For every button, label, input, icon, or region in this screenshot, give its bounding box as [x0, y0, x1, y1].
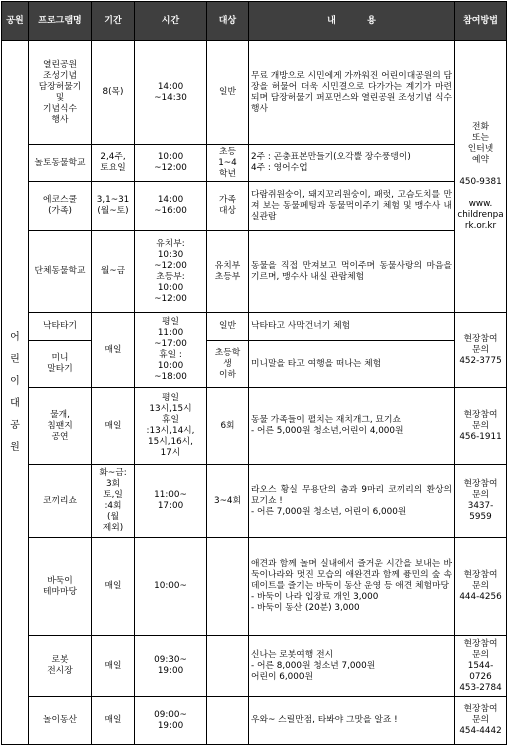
program-table [1, 1, 507, 745]
program-name: 물개, 침팬지 공연 [29, 388, 92, 465]
period-cell: 매일 [92, 697, 135, 745]
time-cell: 10:00~ [135, 538, 207, 636]
table-row [2, 313, 507, 341]
program-name: 바둑이 테마마당 [29, 538, 92, 636]
program-name: 단체동물학교 [29, 231, 92, 313]
time-cell: 14:00 ~16:00 [135, 182, 207, 231]
target-cell: 일반 [207, 313, 249, 341]
period-cell: 2,4주, 토요일 [92, 145, 135, 182]
content-cell: 낙타타고 사막건너기 체험 [249, 313, 455, 341]
period-cell: 월~금 [92, 231, 135, 313]
target-cell: 초등 1~4 학년 [207, 145, 249, 182]
time-cell: 14:00 ~14:30 [135, 41, 207, 145]
program-name: 코끼리쇼 [29, 465, 92, 538]
content-cell: 애견과 함께 놀며 실내에서 즐거운 시간을 보내는 바둑이나라와 멋진 모습의 애완견과 함께 퓽민의 숲 속 데이트를 즐기는 바둑이 동산 운영 등 애견 체험마당 - 바둑이 나라 입장료 개인 3,000 - 바둑이 동산 (20분) 3,000 [249, 538, 455, 636]
header-content: 내 용 [249, 2, 455, 41]
target-cell: 일반 [207, 41, 249, 145]
table-row [2, 465, 507, 538]
content-cell: 2주 : 곤충표본만들기(오각뿔 장수풍뎅이) 4주 : 영어수업 [249, 145, 455, 182]
join-method-cell: 현장참여 문의 444-4256 [455, 538, 507, 636]
time-cell: 유치부: 10:30 ~12:00 초등부: 10:00 ~12:00 [135, 231, 207, 313]
content-cell: 우와~ 스릴만점, 타봐야 그맛을 알죠 ! [249, 697, 455, 745]
time-weekday: 평일 11:00 ~17:00 [154, 317, 187, 349]
program-name: 로봇 전시장 [29, 636, 92, 697]
target-cell: 3~4회 [207, 465, 249, 538]
table-row [2, 341, 507, 388]
content-cell: 다람쥐원숭이, 돼지꼬리원숭이, 패럿, 고슴도치를 만져 보는 동물페팅과 동물먹이주기 체험 및 맹수사 내실관람 [249, 182, 455, 231]
table-row [2, 538, 507, 636]
table-row [2, 697, 507, 745]
program-name: 미니 말타기 [29, 341, 92, 388]
join-method-cell: 현장참여 문의 456-1911 [455, 388, 507, 465]
header-program: 프로그램명 [29, 2, 92, 41]
target-cell [207, 697, 249, 745]
target-cell: 가족 대상 [207, 182, 249, 231]
content-cell: 라오스 황실 무용단의 춤과 9마리 코끼리의 환상의 묘기쇼 ! - 어른 7,000원 청소년, 어린이 6,000원 [249, 465, 455, 538]
content-cell: 미니말을 타고 여행을 떠나는 체험 [249, 341, 455, 388]
header-target: 대상 [207, 2, 249, 41]
period-cell: 매일 [92, 538, 135, 636]
program-name: 놀토동물학교 [29, 145, 92, 182]
time-cell [135, 313, 207, 388]
time-cell: 09:00~ 19:00 [135, 697, 207, 745]
period-cell: 매일 [92, 313, 135, 388]
join-method-cell: 현장참여 문의 454-4442 [455, 697, 507, 745]
period-cell: 매일 [92, 388, 135, 465]
content-cell: 동물을 직접 만져보고 먹이주며 동물사랑의 마음을 기르며, 맹수사 내실 관람체험 [249, 231, 455, 313]
table-row [2, 388, 507, 465]
header-period: 기간 [92, 2, 135, 41]
period-cell: 화~금: 3회 토,일 :4회 (월 제외) [92, 465, 135, 538]
target-cell [207, 636, 249, 697]
table-row [2, 145, 507, 182]
period-cell: 매일 [92, 636, 135, 697]
join-method-cell: 현장참여 문의 452-3775 [455, 313, 507, 388]
target-cell: 6회 [207, 388, 249, 465]
time-cell: 09:30~ 19:00 [135, 636, 207, 697]
content-cell: 무료 개방으로 시민에게 가까워진 어린이대공원의 담장을 허물어 더욱 시민결으로 다가가는 계기가 마련되며 담장허물기 퍼포먼스와 열린공원 조성기념 식수행사 [249, 41, 455, 145]
period-cell: 3,1~31 (월~토) [92, 182, 135, 231]
time-cell: 평일 13시,15시 휴일 :13시,14시, 15시,16시, 17시 [135, 388, 207, 465]
content-cell: 신나는 로봇여행 전시 - 어른 8,000원 청소년 7,000원 어린이 6,000원 [249, 636, 455, 697]
program-name: 에코스쿨 (가족) [29, 182, 92, 231]
header-join: 참여방법 [455, 2, 507, 41]
header-time: 시간 [135, 2, 207, 41]
time-cell: 10:00 ~12:00 [135, 145, 207, 182]
table-row [2, 182, 507, 231]
join-method-cell: 현장참여 문의 1544-0726 453-2784 [455, 636, 507, 697]
target-cell: 유치부 초등부 [207, 231, 249, 313]
time-holiday: 휴일 : 10:00 ~18:00 [154, 350, 187, 382]
target-cell [207, 538, 249, 636]
table-row [2, 636, 507, 697]
target-cell: 초등학 생 이하 [207, 341, 249, 388]
table-row [2, 41, 507, 145]
program-name: 놀이동산 [29, 697, 92, 745]
header-row [2, 2, 507, 41]
program-name: 낙타타기 [29, 313, 92, 341]
content-cell: 동물 가족들이 펼치는 재치개그, 묘기쇼 - 어른 5,000원 청소년,어린이 4,000원 [249, 388, 455, 465]
join-method-cell: 현장참여 문의 3437-5959 [455, 465, 507, 538]
table-row [2, 231, 507, 313]
period-cell: 8(목) [92, 41, 135, 145]
time-cell: 11:00~ 17:00 [135, 465, 207, 538]
header-park: 공원 [2, 2, 29, 41]
park-name-cell: 어 린 이 대 공 원 [2, 41, 29, 745]
join-method-cell: 전화 또는 인터넷 예약 450-9381 www. childrenpa rk.or.kr [455, 41, 507, 313]
program-name: 열린공원 조성기념 담장허물기 및 기념식수 행사 [29, 41, 92, 145]
